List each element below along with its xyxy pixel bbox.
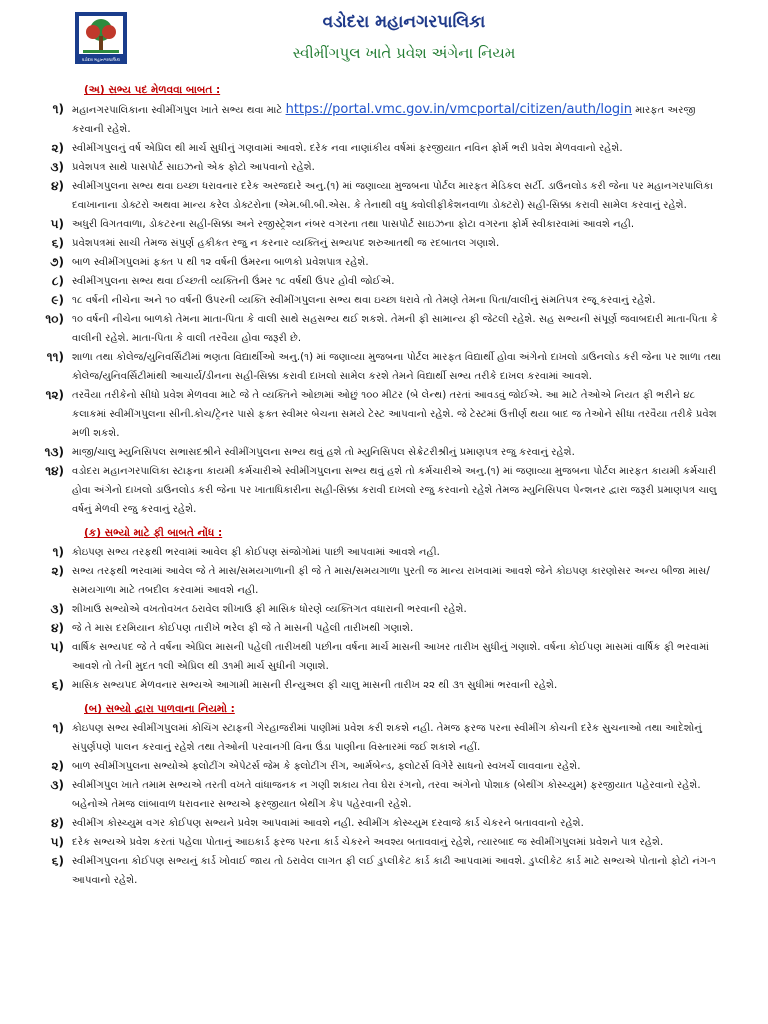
item-text: માસિક સભ્યપદ મેળવનાર સભ્યએ આગામી માસની રીન્યુઅલ ફી ચાલુ માસની તારીખ ૨૨ થી ૩૧ સુધીમાં ભરવાની રહેશે. <box>72 680 558 691</box>
list-item <box>0 776 768 814</box>
item-text: પ્રવેશપત્ર સાથે પાસપોર્ટ સાઇઝનો એક ફોટો આપવાનો રહેશે. <box>72 162 315 173</box>
item-number: ૧) <box>52 545 64 559</box>
page-subtitle: સ્વીમીંગપુલ ખાતે પ્રવેશ અંગેના નિયમ <box>292 44 516 62</box>
item-number: ૬) <box>51 236 64 250</box>
list-item <box>0 562 768 600</box>
item-text: સ્વીમીંગપુલના સભ્ય થવા ઇચ્છા ધરાવનાર દરેક અરજદારે અનુ.(૧) માં જણાવ્યા મુજબના પોર્ટલ મારફત મેડિકલ સર્ટી. ડાઉનલોડ કરી જેના પર મહાનગરપાલિકા દવાખાનાના ડોક્ટરો અથવા માન્ય કરેલ ડોક્ટરોના (એમ.બી.બી.એસ. કે તેનાથી વધુ ક્વોલીફીકેશનવાળા ડોક્ટરો) સહી-સિક્કા કરાવી સામેલ કરવાનું રહેશે. <box>72 181 713 211</box>
item-number: ૧૦) <box>45 312 64 326</box>
list-item <box>0 386 768 443</box>
list-item <box>0 234 768 253</box>
list-item <box>0 100 768 139</box>
section-b-heading: (બ) સભ્યો દ્વારા પાળવાના નિયમો : <box>84 703 235 715</box>
item-number: ૩) <box>50 160 64 174</box>
item-number: ૮) <box>51 274 64 288</box>
item-text: સ્વીમીંગપુલના સભ્ય થવા ઈચ્છતી વ્યક્તિની ઉંમર ૧૮ વર્ષથી ઉપર હોવી જોઈએ. <box>72 276 395 287</box>
item-text: કોઇપણ સભ્ય તરફથી ભરવામાં આવેલ ફી કોઈપણ સંજોગોમાં પાછી આપવામાં આવશે નહી. <box>72 547 440 558</box>
item-number: ૯) <box>51 293 64 307</box>
item-text: સ્વીમીંગપુલ ખાતે તમામ સભ્યએ તરતી વખતે વાંધાજનક ન ગણી શકાય તેવા ઘેરા રંગનો, તરવા અંગેનો પોશાક (બેથીંગ કોસ્ચ્યુમ) ફરજીયાત પહેરવાનો રહેશે. બહેનોએ તેમજ લાંબાવાળ ધરાવનાર સભ્યએ ફરજીયાત બેથીંગ કેપ પહેરવાની રહેશે. <box>72 780 701 810</box>
item-text: કોઇપણ સભ્ય સ્વીમીંગપુલમાં કોચિંગ સ્ટાફની ગેરહાજરીમાં પાણીમાં પ્રવેશ કરી શકશે નહી. તેમજ ફરજ પરના સ્વીમીંગ કોચની દરેક સુચનાઓ તથા આદેશોનું સંપુર્ણપણે પાલન કરવાનું રહેશે તથા તેઓની પરવાનગી વિના ઉંડા પાણીના વિસ્તારમાં જઈ શકાશે નહીં. <box>72 723 702 753</box>
list-item <box>0 638 768 676</box>
list-item <box>0 443 768 462</box>
item-number: ૧૪) <box>45 464 64 478</box>
item-number: ૫) <box>50 640 64 654</box>
item-number: ૩) <box>50 778 64 792</box>
item-number: ૬) <box>51 854 64 868</box>
item-text: દરેક સભ્યએ પ્રવેશ કરતાં પહેલા પોતાનું આઇકાર્ડ ફરજ પરના કાર્ડ ચેકરને અવશ્ય બતાવવાનું રહેશે, ત્યારબાદ જ સ્વીમીંગપુલમાં પ્રવેશને પાત્ર રહેશે. <box>72 837 664 848</box>
item-number: ૨) <box>51 564 64 578</box>
list-item <box>0 177 768 215</box>
list-item <box>0 462 768 519</box>
item-number: ૬) <box>51 678 64 692</box>
list-item <box>0 719 768 757</box>
page-header <box>0 0 768 80</box>
list-item <box>0 757 768 776</box>
item-text: ૧૮ વર્ષની નીચેના અને ૧૦ વર્ષની ઉપરની વ્યક્તિ સ્વીમીંગપુલના સભ્ય થવા ઇચ્છા ધરાવે તો તેમણે તેમના પિતા/વાલીનું સંમતિપત્ર રજૂ કરવાનું રહેશે. <box>72 295 656 306</box>
list-item <box>0 253 768 272</box>
list-item <box>0 619 768 638</box>
item-text: સ્વીમીંગપુલનું વર્ષ એપ્રિલ થી માર્ચ સુધીનું ગણવામાં આવશે. દરેક નવા નાણાંકીય વર્ષમાં ફરજીયાત નવિન ફોર્મ ભરી પ્રવેશ મેળવવાનો રહેશે. <box>72 143 623 154</box>
item-text-post: મારફત અરજી કરવાની રહેશે. <box>72 105 696 135</box>
item-text: બાળ સ્વીમીંગપુલમાં ફક્ત ૫ થી ૧૨ વર્ષની ઉંમરના બાળકો પ્રવેશપાત્ર રહેશે. <box>72 257 369 268</box>
item-text: અધુરી વિગતવાળા, ડોકટરના સહી-સિક્કા અને રજીસ્ટ્રેશન નંબર વગરના તથા પાસપોર્ટ સાઇઝના ફોટા વગરના ફોર્મ સ્વીકારવામાં આવશે નહી. <box>72 219 635 230</box>
item-text <box>72 100 768 139</box>
item-text: માજી/ચાલુ મ્યુનિસિપલ સભાસદશ્રીને સ્વીમીંગપુલના સભ્ય થવું હશે તો મ્યુનિસિપલ સેક્રેટરીશ્રીનું પ્રમાણપત્ર રજુ કરવાનું રહેશે. <box>72 447 575 458</box>
item-text: તરવૈયા તરીકેનો સીધો પ્રવેશ મેળવવા માટે જે તે વ્યક્તિને ઓછામાં ઓછું ૧૦૦ મીટર (બે લેન્થ) તરતાં આવડવું જોઈએ. આ માટે તેઓએ નિયત ફી ભરીને ૪૮ કલાકમાં સ્વીમીંગપુલના સીની.કોચ/ટ્રેનર પાસે ફક્ત સ્વીમર બેચના સમયે ટેસ્ટ આપવાનો રહેશે. જે ટેસ્ટમાં ઉત્તીર્ણ થયા બાદ જ તેઓને સીધા તરવૈયા તરીકે પ્રવેશ મળી શકશે. <box>72 390 717 439</box>
item-number: ૨) <box>51 141 64 155</box>
list-item <box>0 139 768 158</box>
item-text: સભ્ય તરફથી ભરવામાં આવેલ જે તે માસ/સમયગાળાની ફી જે તે માસ/સમયગાળા પુરતી જ માન્ય રાખવામાં આવશે જેને કોઇપણ કારણોસર અન્ય બીજા માસ/સમયગાળા માટે તબદીલ કરવામાં આવશે નહી. <box>72 566 710 596</box>
item-number: ૧૨) <box>45 388 64 402</box>
page-title: વડોદરા મહાનગરપાલિકા <box>322 12 486 32</box>
item-number: ૭) <box>50 255 64 269</box>
item-number: ૫) <box>50 835 64 849</box>
item-text: સ્વીમીંગ કોસ્ચ્યુમ વગર કોઈપણ સભ્યને પ્રવેશ આપવામાં આવશે નહી. સ્વીમીંગ કોસ્ચ્યુમ દરવાજે કાર્ડ ચેકરને બતાવવાનો રહેશે. <box>72 818 584 829</box>
list-item <box>0 291 768 310</box>
item-number: ૫) <box>50 217 64 231</box>
item-number: ૧) <box>52 721 64 735</box>
item-number: ૪) <box>51 179 64 193</box>
item-text: બાળ સ્વીમીંગપુલના સભ્યોએ ફ્લોટીંગ એપેટર્સ જેમ કે ફ્લોટીંગ રીંગ, આર્મબેન્ડ, ફ્લોટર્સ વિગેરે સાધનો સ્વખર્ચે લાવવાના રહેશે. <box>72 761 581 772</box>
item-text: વાર્ષિક સભ્યપદ જે તે વર્ષના એપ્રિલ માસની પહેલી તારીખથી પછીના વર્ષના માર્ચ માસની આખર તારીખ સુધીનું ગણાશે. વર્ષના કોઈપણ માસમાં વાર્ષિક ફી ભરવામાં આવશે તો તેની મુદત ૧લી એપ્રિલ થી ૩૧મી માર્ચ સુધીની ગણાશે. <box>72 642 709 672</box>
list-item <box>0 814 768 833</box>
item-text: જે તે માસ દરમિયાન કોઈપણ તારીખે ભરેલ ફી જે તે માસની પહેલી તારીખથી ગણાશે. <box>72 623 414 634</box>
item-text: શાળા તથા કોલેજ/યુનિવર્સિટીમાં ભણતા વિદ્યાર્થીઓ અનુ.(૧) માં જણાવ્યા મુજબના પોર્ટલ મારફત વિદ્યાર્થી હોવા અંગેનો દાખલો ડાઉનલોડ કરી જેના પર શાળા તથા કોલેજ/યુનિવર્સિટીમાંથી આચાર્ય/ડીનના સહી-સિક્કા કરાવી દાખલો સામેલ કરશે તેમને વિદ્યાર્થી સભ્ય તરીકે દાખલ કરવામાં આવશે. <box>72 352 721 382</box>
list-item <box>0 600 768 619</box>
section-a-list <box>0 100 768 519</box>
item-text: વડોદરા મહાનગરપાલિકા સ્ટાફના કાયમી કર્મચારીએ સ્વીમીંગપુલના સભ્ય થવું હશે તો કર્મચારીએ અનુ.(૧) માં જણાવ્યા મુજબના પોર્ટલ મારફત કાયમી કર્મચારી હોવા અંગેનો દાખલો ડાઉનલોડ કરી જેના પર ખાતાધિકારીના સહી-સિક્કા કરાવી દાખલો રજુ કરવાનો રહેશે તેમજ મ્યુનિસિપલ પેન્શનર દ્વારા જરૂરી પ્રમાણપત્ર ચાલુ વર્ષનું મેળવી રજુ કરવાનું રહેશે. <box>72 466 717 515</box>
logo-caption: વડોદરા મહાનગરપાલિકા <box>81 57 121 62</box>
list-item <box>0 833 768 852</box>
item-number: ૧૧) <box>46 350 64 364</box>
item-text: સ્વીમીંગપુલના કોઈપણ સભ્યનું કાર્ડ ખોવાઈ જાય તો ઠરાવેલ લાગત ફી લઈ ડુપ્લીકેટ કાર્ડ કાઢી આપવામાં આવશે. ડુપ્લીકેટ કાર્ડ માટે સભ્યએ પોતાનો ફોટો નંગ-૧ આપવાનો રહેશે. <box>72 856 716 886</box>
list-item <box>0 348 768 386</box>
item-number: ૪) <box>51 816 64 830</box>
item-text-pre: મહાનગરપાલિકાના સ્વીમીંગપુલ ખાતે સભ્ય થવા માટે <box>72 105 286 116</box>
item-number: ૧૩) <box>44 445 64 459</box>
list-item <box>0 852 768 890</box>
portal-link[interactable]: https://portal.vmc.gov.in/vmcportal/citizen/auth/login <box>285 102 633 117</box>
list-item <box>0 543 768 562</box>
item-text: શીખાઉ સભ્યોએ વખતોવખત ઠરાવેલ શીખાઉ ફી માસિક ધોરણે વ્યક્તિગત વધારાની ભરવાની રહેશે. <box>72 604 467 615</box>
list-item <box>0 272 768 291</box>
list-item <box>0 215 768 234</box>
list-item <box>0 676 768 695</box>
section-b-list <box>0 719 768 890</box>
item-text: પ્રવેશપત્રમાં સાચી તેમજ સંપુર્ણ હકીકત રજુ ન કરનાર વ્યક્તિનું સભ્યપદ શરુઆતથી જ રદબાતલ ગણાશે. <box>72 238 500 249</box>
item-number: ૧) <box>52 102 64 116</box>
item-number: ૪) <box>51 621 64 635</box>
section-k-heading: (ક) સભ્યો માટે ફી બાબતે નોંધ : <box>84 527 223 539</box>
section-a-heading: (અ) સભ્ય પદ મેળવવા બાબત : <box>84 84 221 96</box>
item-text: ૧૦ વર્ષની નીચેના બાળકો તેમના માતા-પિતા કે વાલી સાથે સહસભ્ય થઈ શકશે. તેમની ફી સામાન્ય ફી જેટલી રહેશે. સહ સભ્યની સંપૂર્ણ જવાબદારી માતા-પિતા કે વાલીની રહેશે. માતા-પિતા કે વાલી તરવૈયા હોવા જરૂરી છે. <box>72 314 718 344</box>
section-k-list <box>0 543 768 695</box>
item-number: ૨) <box>51 759 64 773</box>
item-number: ૩) <box>50 602 64 616</box>
list-item <box>0 158 768 177</box>
list-item <box>0 310 768 348</box>
